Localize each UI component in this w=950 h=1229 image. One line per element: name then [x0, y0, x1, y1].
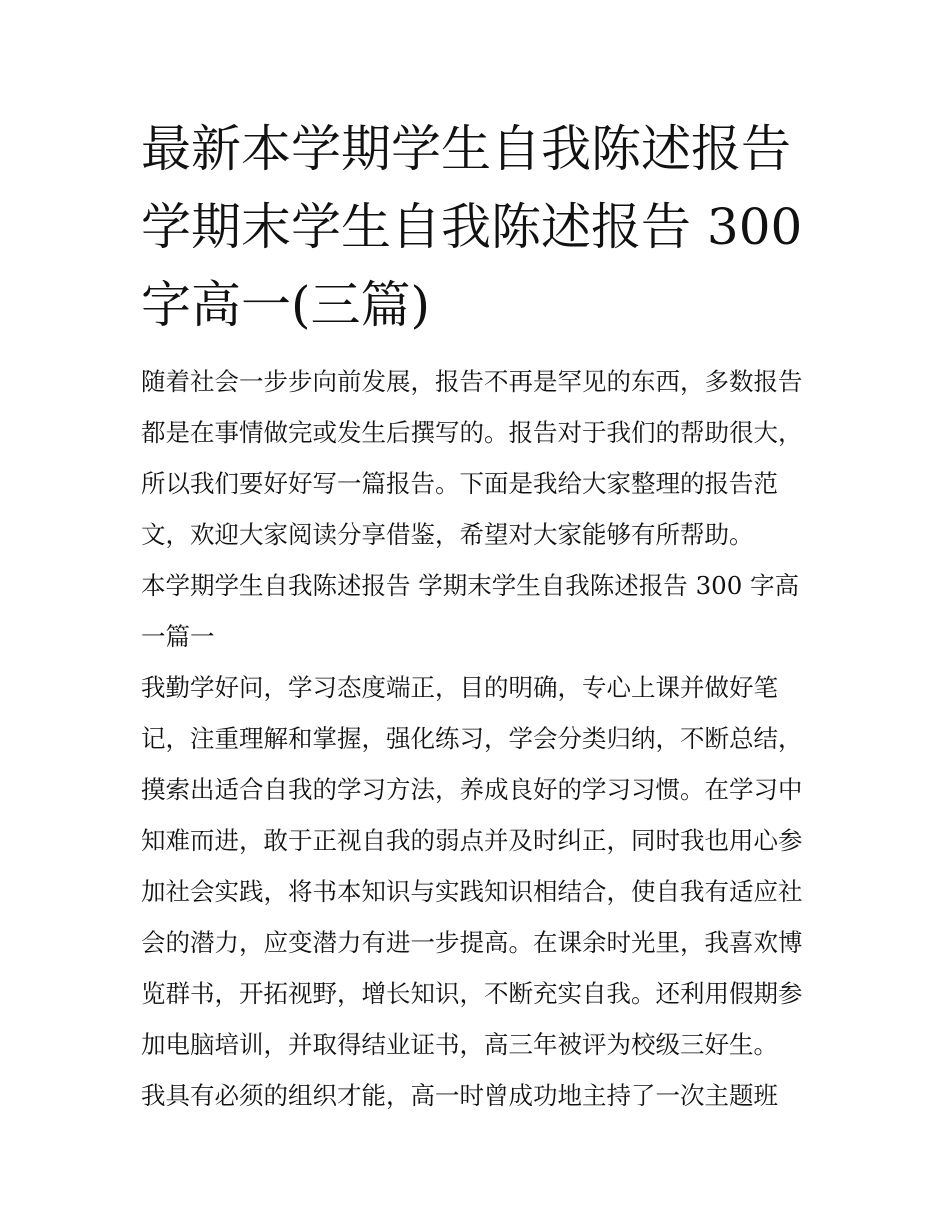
- intro-line: 都是在事情做完或发生后撰写的。报告对于我们的帮助很大，: [141, 418, 803, 447]
- body-line: 我勤学好问，学习态度端正，目的明确，专心上课并做好笔: [141, 673, 778, 702]
- document-title: [141, 110, 817, 344]
- title-line: 字高一(三篇): [141, 276, 431, 334]
- body-line: 会的潜力，应变潜力有进一步提高。在课余时光里，我喜欢博: [141, 928, 803, 957]
- document-content: [141, 110, 817, 1121]
- body-line: 摸索出适合自我的学习方法，养成良好的学习习惯。在学习中: [141, 775, 803, 804]
- title-line: 最新本学期学生自我陈述报告: [141, 120, 791, 178]
- section-heading-line: 本学期学生自我陈述报告 学期末学生自我陈述报告 300 字高: [141, 571, 800, 600]
- intro-paragraph: [141, 356, 817, 560]
- title-line-text: 学期末学生自我陈述报告 300: [141, 198, 803, 256]
- body-line: 记，注重理解和掌握，强化练习，学会分类归纳，不断总结，: [141, 724, 803, 753]
- body-line: 览群书，开拓视野，增长知识，不断充实自我。还利用假期参: [141, 979, 803, 1008]
- section-heading: [141, 560, 817, 662]
- intro-line: 随着社会一步步向前发展，报告不再是罕见的东西，多数报告: [141, 367, 803, 396]
- title-line: [141, 188, 817, 266]
- body-line: 知难而进，敢于正视自我的弱点并及时纠正，同时我也用心参: [141, 826, 803, 855]
- intro-line: 文，欢迎大家阅读分享借鉴，希望对大家能够有所帮助。: [141, 520, 754, 549]
- body-line: 我具有必须的组织才能，高一时曾成功地主持了一次主题班: [141, 1081, 778, 1110]
- body-line: 加电脑培训，并取得结业证书，高三年被评为校级三好生。: [141, 1030, 778, 1059]
- body-paragraph: [141, 662, 817, 1121]
- body-line: 加社会实践，将书本知识与实践知识相结合，使自我有适应社: [141, 877, 803, 906]
- intro-line: 所以我们要好好写一篇报告。下面是我给大家整理的报告范: [141, 469, 778, 498]
- section-heading-line: 一篇一: [141, 622, 215, 651]
